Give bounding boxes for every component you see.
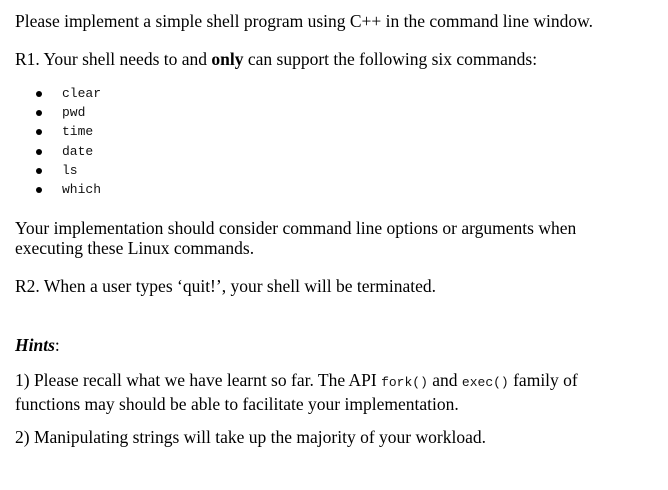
hint-1-prefix: 1) Please recall what we have learnt so far. The API xyxy=(15,370,382,390)
bullet-icon xyxy=(36,91,42,97)
implementation-note-line2: executing these Linux commands. xyxy=(15,238,255,258)
implementation-note-line1: Your implementation should consider command line options or arguments when xyxy=(15,218,577,238)
code-exec: exec() xyxy=(461,375,509,390)
hint-1-line2: functions may should be able to facilitate your implementation. xyxy=(15,394,459,414)
requirement-r2: R2. When a user types ‘quit!’, your shell will be terminated. xyxy=(15,276,437,296)
command-name: pwd xyxy=(62,105,86,121)
r1-suffix: can support the following six commands: xyxy=(243,49,538,69)
command-name: date xyxy=(62,143,94,159)
hint-2: 2) Manipulating strings will take up the majority of your workload. xyxy=(15,427,486,447)
bullet-icon xyxy=(36,110,42,116)
r1-emphasis: only xyxy=(211,49,244,69)
bullet-icon xyxy=(36,129,42,135)
hints-heading-colon: : xyxy=(54,335,60,355)
r1-prefix: R1. Your shell needs to and xyxy=(15,49,212,69)
code-fork: fork() xyxy=(381,375,428,390)
hint-1-suffix: family of xyxy=(508,370,578,390)
hints-heading-label: Hints xyxy=(15,335,55,355)
hint-1-middle: and xyxy=(427,370,462,390)
hint-1-line1 xyxy=(15,370,578,393)
bullet-icon xyxy=(36,149,42,155)
command-name: clear xyxy=(62,86,102,101)
requirement-r1 xyxy=(15,49,537,69)
command-name: time xyxy=(62,124,94,140)
command-name: ls xyxy=(62,162,78,178)
bullet-icon xyxy=(36,168,42,174)
bullet-icon xyxy=(36,187,42,193)
hints-heading xyxy=(15,335,60,355)
command-name: which xyxy=(62,181,102,197)
intro-text: Please implement a simple shell program using C++ in the command line window. xyxy=(15,11,594,31)
